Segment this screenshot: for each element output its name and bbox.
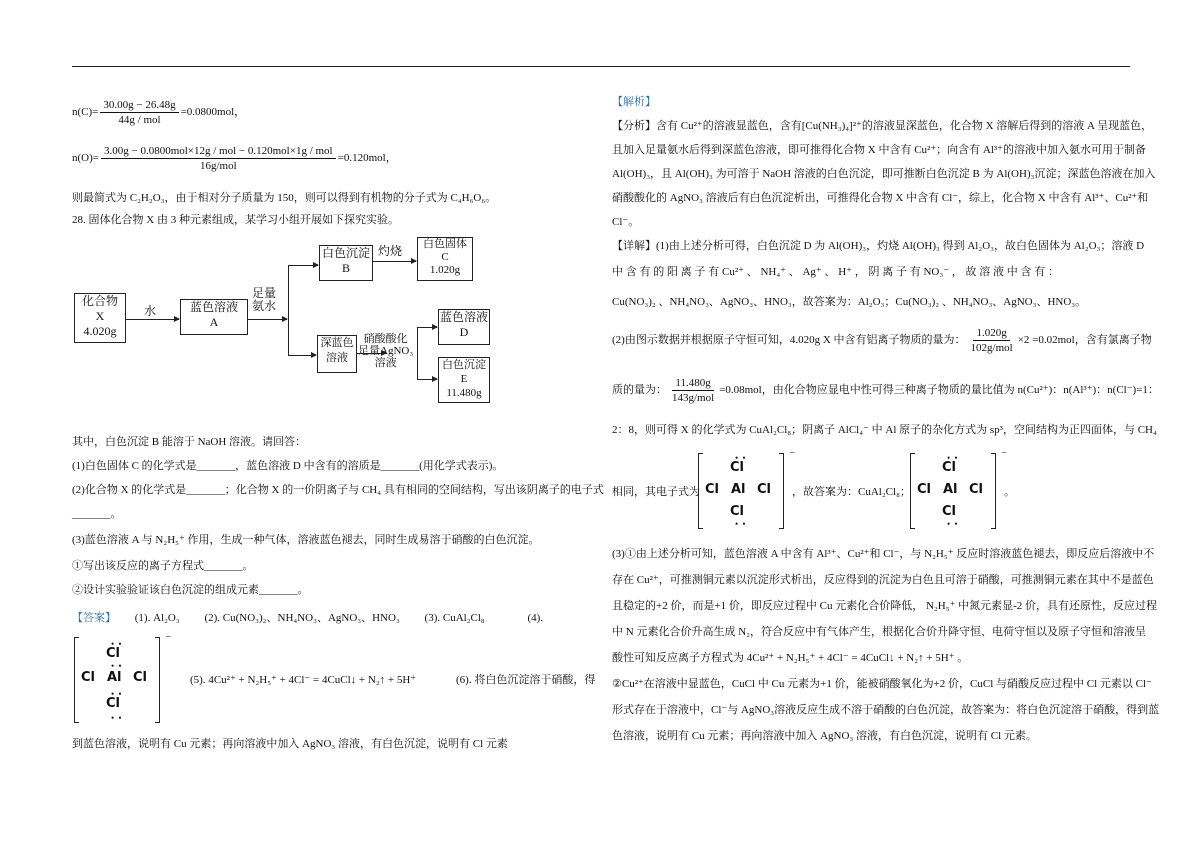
answer-5: (5). 4Cu²⁺ + N₂H₅⁺ + 4Cl⁻ = 4CuCl↓ + N₂↑ + 5H⁺ bbox=[190, 674, 417, 686]
nc-prefix: n(C)= bbox=[72, 106, 99, 119]
box-d bbox=[438, 309, 490, 345]
label-nh3-line2: 氨水 bbox=[252, 299, 277, 313]
detail-line-12: 酸性可知反应离子方程式为 4Cu²⁺ + N₂H₅⁺ + 4Cl⁻ = 4CuCl↓ + N₂↑ + 5H⁺ 。 bbox=[612, 652, 969, 664]
detail-line-8: (3)①由上述分析可知，蓝色溶液 A 中含有 Al³⁺、Cu²⁺和 Cl⁻，与 N₂H₅⁺ 反应时溶液蓝色褪去，即反应后溶液中不 bbox=[612, 548, 1155, 560]
formula-line: 则最简式为 C₂H₂O₃，由于相对分子质量为 150，则可以得到有机物的分子式为 C₄H₆O₆。 bbox=[72, 192, 497, 204]
answer-6-continued: 到蓝色溶液，说明有 Cu 元素；再向溶液中加入 AgNO₃ 溶液，有白色沉淀，说明有 Cl 元素 bbox=[72, 738, 508, 750]
answer-row bbox=[72, 610, 543, 626]
box-b-line1: 白色沉淀 bbox=[321, 246, 370, 260]
box-deep-blue bbox=[317, 335, 357, 373]
label-acid-line2: 足量AgNO₃ bbox=[358, 345, 414, 357]
box-x bbox=[74, 293, 126, 343]
header-rule bbox=[72, 66, 1130, 67]
lewis1-charge: − bbox=[789, 448, 795, 459]
label-acid bbox=[358, 333, 413, 369]
box-d-line2: D bbox=[459, 325, 469, 339]
label-water: 水 bbox=[144, 304, 157, 318]
detail-line-1: 【详解】(1)由上述分析可得，白色沉淀 D 为 Al(OH)₃，灼烧 Al(OH)₃ 得到 Al₂O₃，故白色固体为 Al₂O₃；溶液 D bbox=[612, 240, 1145, 252]
detail-line-7-pre: 相同，其电子式为 bbox=[612, 486, 700, 498]
question-2: (2)化合物 X 的化学式是_______；化合物 X 的一价阴离子与 CH₄ 具有相同的空间结构，写出该阴离子的电子式 bbox=[72, 484, 604, 496]
detail-4-post: ×2 =0.02mol，含有氯离子物 bbox=[1017, 334, 1152, 347]
lewis2-cl-right: Cl bbox=[969, 482, 983, 497]
lewis2-cl-bottom: Cl bbox=[942, 504, 956, 519]
lewis2-cl-top: Cl bbox=[942, 460, 956, 475]
analysis-tag-row bbox=[612, 94, 656, 110]
answer-2: (2). Cu(NO₃)₂、NH₄NO₃、AgNO₃、HNO₃ bbox=[204, 612, 400, 624]
box-x-line3: 4.020g bbox=[83, 324, 117, 338]
answer-tag: 【答案】 bbox=[72, 612, 116, 624]
detail-line-11: 中 N 元素化合价升高生成 N₂，符合反应中有气体产生，根据化合价升降守恒、电荷守恒以及原子守恒和溶液呈 bbox=[612, 626, 1146, 638]
detail-line-5 bbox=[612, 376, 1159, 405]
box-a bbox=[180, 299, 248, 335]
question-3b: ②设计实验验证该白色沉淀的组成元素_______。 bbox=[72, 584, 309, 596]
nc-numerator: 30.00g − 26.48g bbox=[100, 98, 178, 113]
lewis2-al: Al bbox=[943, 482, 958, 497]
lewis2-cl-left: Cl bbox=[917, 482, 931, 497]
lewis-structure-1: • • Cl Cl Al Cl Cl • • − bbox=[698, 454, 784, 528]
lewis-cl-right: Cl bbox=[133, 670, 147, 685]
answer-3: (3). CuAl₂Cl₈ bbox=[424, 612, 485, 624]
question-3: (3)蓝色溶液 A 与 N₂H₅⁺ 作用，生成一种气体，溶液蓝色褪去，同时生成易溶于硝酸的白色沉淀。 bbox=[72, 534, 540, 546]
detail-line-2: 中 含 有 的 阳 离 子 有 Cu²⁺ 、 NH₄⁺ 、 Ag⁺ 、 H⁺ ， 阴 离 子 有 NO₃⁻ ， 故 溶 液 中 含 有 ： bbox=[612, 266, 1059, 278]
label-nh3-line1: 足量 bbox=[252, 286, 277, 300]
question-1: (1)白色固体 C 的化学式是_______，蓝色溶液 D 中含有的溶质是_______(用化学式表示)。 bbox=[72, 460, 504, 472]
question-3a: ①写出该反应的离子方程式_______。 bbox=[72, 560, 254, 572]
lewis-al: Al bbox=[107, 670, 122, 685]
answer-1: (1). Al₂O₃ bbox=[134, 612, 180, 624]
lewis1-al: Al bbox=[731, 482, 746, 497]
analysis-line-1: 【分析】含有 Cu²⁺的溶液显蓝色，含有[Cu(NH₃)₄]²⁺的溶液显深蓝色，化合物 X 溶解后得到的溶液 A 呈现蓝色， bbox=[612, 120, 1153, 132]
box-a-line2: A bbox=[209, 315, 219, 329]
nc-denominator: 44g / mol bbox=[118, 114, 161, 126]
question-28: 28. 固体化合物 X 由 3 种元素组成，某学习小组开展如下探究实验。 bbox=[72, 214, 399, 226]
label-acid-line1: 硝酸酸化 bbox=[363, 333, 408, 345]
detail-line-14: 形式存在于溶液中，Cl⁻与 AgNO₃溶液反应生成不溶于硝酸的白色沉淀，故答案为：将白色沉淀溶于硝酸，得到蓝 bbox=[612, 704, 1160, 716]
label-acid-line3: 溶液 bbox=[374, 357, 397, 369]
no-numerator: 3.00g − 0.0800mol×12g / mol − 0.120mol×1g / mol bbox=[101, 144, 336, 159]
lewis-charge: − bbox=[165, 632, 171, 643]
box-c bbox=[417, 237, 473, 281]
detail-line-7-end: 。 bbox=[1004, 486, 1015, 498]
detail-line-6: 2：8，则可得 X 的化学式为 CuAl₂Cl₈；阴离子 AlCl₄⁻ 中 Al 原子的杂化方式为 sp³，空间结构为正四面体，与 CH₄ bbox=[612, 424, 1157, 436]
branch-vertical bbox=[288, 265, 289, 355]
box-deep-line1: 深蓝色 bbox=[320, 337, 354, 349]
detail-line-9: 存在 Cu²⁺，可推测铜元素以沉淀形式析出，反应得到的沉淀为白色且可溶于硝酸，可推测铜元素在其中不是蓝色 bbox=[612, 574, 1154, 586]
detail-line-3: Cu(NO₃)₂ 、NH₄NO₃、AgNO₃、HNO₃，故答案为：Al₂O₃；Cu(NO₃)₂ 、NH₄NO₃、AgNO₃、HNO₃。 bbox=[612, 296, 1087, 308]
detail-4-pre: (2)由图示数据并根据原子守恒可知，4.020g X 中含有铝离子物质的量为： bbox=[612, 334, 966, 347]
answer-6: (6). 将白色沉淀溶于硝酸，得 bbox=[456, 674, 596, 686]
nc-equation bbox=[72, 98, 245, 127]
box-c-line2: C bbox=[441, 251, 449, 263]
arrow-to-b bbox=[288, 265, 318, 266]
acid-vertical bbox=[417, 327, 418, 379]
box-d-line1: 蓝色溶液 bbox=[439, 310, 488, 324]
box-a-line1: 蓝色溶液 bbox=[189, 300, 238, 314]
detail-5-num: 11.480g bbox=[672, 376, 713, 391]
detail-line-10: 且稳定的+2 价，而是+1 价，即反应过程中 Cu 元素化合价降低， N₂H₅⁺ 中氮元素显-2 价，具有还原性，反应过程 bbox=[612, 600, 1158, 612]
lewis1-cl-right: Cl bbox=[757, 482, 771, 497]
lewis-cl-top: Cl bbox=[106, 646, 120, 661]
box-b-line2: B bbox=[341, 261, 350, 275]
box-b bbox=[319, 245, 373, 281]
detail-line-13: ②Cu²⁺在溶液中显蓝色，CuCl 中 Cu 元素为+1 价，能被硝酸氧化为+2 价，CuCl 与硝酸反应过程中 Cl 元素以 Cl⁻ bbox=[612, 678, 1152, 690]
arrow-burn bbox=[372, 261, 416, 262]
detail-5-pre: 质的量为： bbox=[612, 384, 667, 397]
question-2-blank: _______。 bbox=[72, 508, 122, 520]
box-e-line3: 11.480g bbox=[446, 387, 482, 399]
detail-4-num: 1.020g bbox=[973, 326, 1009, 341]
box-x-line2: X bbox=[95, 309, 105, 323]
box-x-line1: 化合物 bbox=[81, 294, 118, 308]
nc-result: =0.0800mol， bbox=[180, 106, 246, 119]
detail-5-den: 143g/mol bbox=[672, 392, 715, 404]
box-c-line1: 白色固体 bbox=[423, 238, 467, 250]
lewis-cl-bottom: Cl bbox=[106, 696, 120, 711]
box-e-line2: E bbox=[460, 373, 468, 385]
no-prefix: n(O)= bbox=[72, 152, 99, 165]
box-c-line3: 1.020g bbox=[429, 264, 461, 276]
lewis1-cl-bottom: Cl bbox=[730, 504, 744, 519]
analysis-tag: 【解析】 bbox=[612, 96, 656, 108]
arrow-to-e bbox=[417, 379, 437, 380]
arrow-water bbox=[125, 319, 179, 320]
box-e bbox=[438, 357, 490, 403]
lewis1-cl-top: Cl bbox=[730, 460, 744, 475]
analysis-line-4: 硝酸酸化的 AgNO₃ 溶液后有白色沉淀析出，可推得化合物 X 中含有 Cl⁻，综上，化合物 X 中含有 Al³⁺、Cu²⁺和 bbox=[612, 192, 1149, 204]
analysis-line-3: Al(OH)₃，且 Al(OH)₃ 为可溶于 NaOH 溶液的白色沉淀，即可推断白色沉淀 B 为 Al(OH)₃沉淀；深蓝色溶液在加入 bbox=[612, 168, 1156, 180]
no-result: =0.120mol， bbox=[337, 152, 397, 165]
detail-line-15: 色溶液，说明有 Cu 元素；再向溶液中加入 AgNO₃ 溶液，有白色沉淀，说明有 Cl 元素。 bbox=[612, 730, 1037, 742]
arrow-to-d bbox=[417, 327, 437, 328]
label-burn: 灼烧 bbox=[378, 244, 403, 258]
lewis-cl-left: Cl bbox=[81, 670, 95, 685]
detail-4-den: 102g/mol bbox=[970, 342, 1013, 354]
label-nh3 bbox=[252, 287, 276, 313]
lewis2-charge: − bbox=[1001, 448, 1007, 459]
lewis-structure-2: • • Cl Cl Al Cl Cl • • − bbox=[910, 454, 996, 528]
lewis1-cl-left: Cl bbox=[705, 482, 719, 497]
analysis-line-5: Cl⁻。 bbox=[612, 216, 640, 228]
analysis-line-2: 且加入足量氨水后得到深蓝色溶液，即可推得化合物 X 中含有 Cu²⁺；向含有 Al³⁺的溶液中加入氨水可用于制备 bbox=[612, 144, 1146, 156]
flow-diagram bbox=[72, 237, 492, 407]
detail-5-post: =0.08mol，由化合物应显电中性可得三种离子物质的量比值为 n(Cu²⁺)：n(Al³⁺)：n(Cl⁻)=1： bbox=[719, 384, 1159, 397]
no-equation bbox=[72, 144, 397, 173]
no-denominator: 16g/mol bbox=[199, 160, 237, 172]
box-deep-line2: 溶液 bbox=[326, 352, 348, 364]
detail-line-4 bbox=[612, 326, 1152, 355]
box-e-line1: 白色沉淀 bbox=[442, 359, 486, 371]
branch-line bbox=[247, 319, 287, 320]
note-b: 其中，白色沉淀 B 能溶于 NaOH 溶液。请回答： bbox=[72, 436, 307, 448]
detail-line-7-mid: ，故答案为：CuAl₂Cl₈； bbox=[792, 486, 911, 498]
arrow-to-deep bbox=[288, 355, 316, 356]
lewis-structure-answer: • • Cl • • Cl Al Cl • • Cl • • − bbox=[74, 638, 160, 722]
answer-4: (4). bbox=[527, 612, 544, 624]
